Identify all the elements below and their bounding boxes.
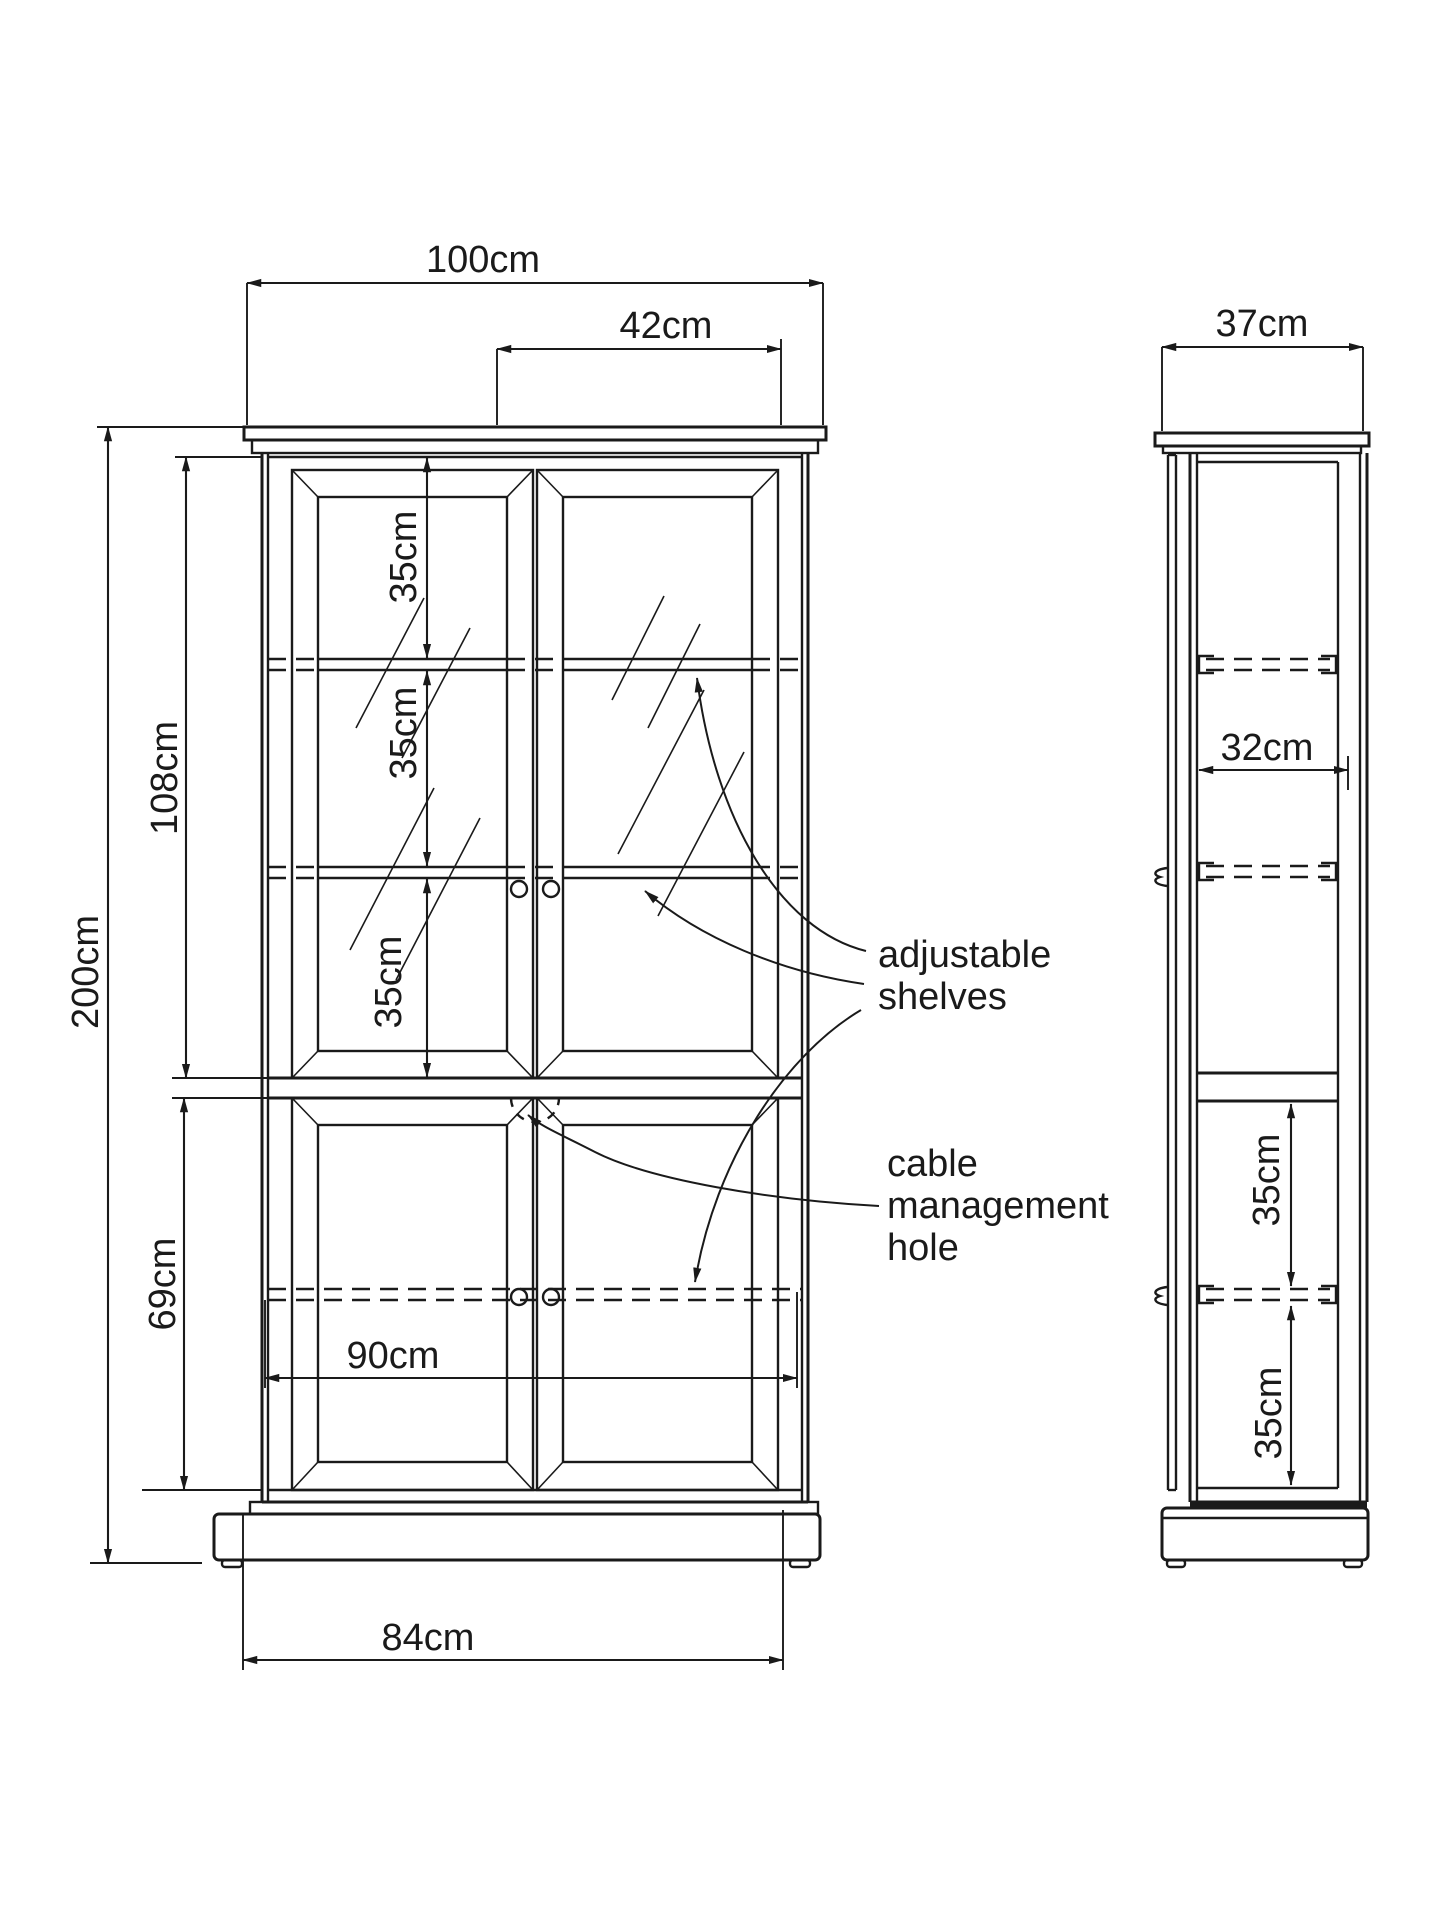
dim-interior-depth (1199, 727, 1348, 790)
dim-label-base-width: 84cm (381, 1617, 475, 1659)
dim-label-shelf-gap-bottom: 35cm (368, 935, 410, 1029)
annotation-cable-line3: hole (887, 1227, 959, 1269)
adjustable-shelf-1 (268, 659, 802, 670)
dim-shelf-width (265, 1292, 797, 1388)
adjustable-shelf-2 (268, 867, 802, 878)
dim-side-gap-upper (1246, 1104, 1291, 1286)
side-open-door (1155, 455, 1176, 1490)
dim-label-overall-width: 100cm (425, 239, 541, 281)
dim-label-overall-height: 200cm (65, 914, 107, 1030)
side-shelf-1 (1199, 656, 1336, 673)
dim-label-shelf-gap-top: 35cm (383, 510, 425, 604)
annotations (528, 678, 1109, 1282)
dim-label-door-width: 42cm (619, 305, 713, 347)
front-plinth (214, 1502, 820, 1567)
front-view (65, 239, 826, 1670)
annotation-adjustable-shelves-line2: shelves (878, 976, 1007, 1018)
front-left-foot (222, 1560, 242, 1567)
upper-right-door (537, 470, 778, 1078)
dim-label-interior-depth: 32cm (1220, 727, 1314, 769)
lower-right-door (537, 1098, 778, 1490)
door-handles (511, 881, 559, 1305)
side-plinth (1162, 1508, 1368, 1567)
side-lower-door-knob (1155, 1287, 1167, 1305)
leader-cable-hole (528, 1115, 879, 1206)
dim-shelf-gap-top (383, 458, 427, 658)
annotation-cable-line1: cable (887, 1143, 978, 1185)
leader-adjustable-to-shelf-1 (697, 678, 866, 951)
dim-label-depth: 37cm (1215, 303, 1309, 345)
dim-base-width (243, 1510, 783, 1670)
dim-depth (1162, 303, 1363, 431)
upper-right-door-handle (543, 881, 559, 897)
adjustable-shelf-3-hidden (268, 1289, 802, 1300)
dim-overall-width (247, 239, 823, 425)
dim-shelf-gap-bottom (368, 879, 427, 1077)
upper-left-door-handle (511, 881, 527, 897)
side-cornice (1155, 433, 1369, 453)
annotation-cable-line2: management (887, 1185, 1109, 1227)
dim-label-shelf-gap-middle: 35cm (383, 686, 425, 780)
upper-glass-doors (292, 470, 778, 1078)
side-shelf-2 (1199, 863, 1336, 880)
side-upper-door-knob (1155, 868, 1167, 886)
dim-label-lower-section-height: 69cm (142, 1237, 184, 1331)
side-view (1155, 303, 1369, 1567)
side-carcass (1190, 453, 1367, 1508)
annotation-adjustable-shelves-line1: adjustable (878, 934, 1052, 976)
dim-lower-section-height (142, 1098, 268, 1490)
dim-side-gap-lower (1248, 1306, 1291, 1485)
lower-right-door-handle (543, 1289, 559, 1305)
dim-label-shelf-width: 90cm (346, 1335, 440, 1377)
dim-label-side-gap-lower: 35cm (1248, 1366, 1290, 1460)
front-right-foot (790, 1560, 810, 1567)
lower-left-door-handle (511, 1289, 527, 1305)
front-carcass (262, 453, 808, 1502)
side-left-foot (1167, 1560, 1185, 1567)
side-shelf-3 (1199, 1286, 1336, 1303)
side-right-foot (1344, 1560, 1362, 1567)
dim-shelf-gap-middle (383, 671, 427, 866)
lower-left-door (292, 1098, 533, 1490)
lower-panel-doors (292, 1098, 778, 1490)
dim-label-side-gap-upper: 35cm (1246, 1133, 1288, 1227)
dim-label-upper-section-height: 108cm (144, 720, 186, 836)
dim-upper-section-height (144, 457, 268, 1078)
glass-reflections (350, 596, 744, 980)
front-cornice (244, 427, 826, 453)
dim-door-width (497, 305, 781, 425)
dim-overall-height (65, 427, 244, 1563)
cable-management-hole (511, 1098, 559, 1122)
